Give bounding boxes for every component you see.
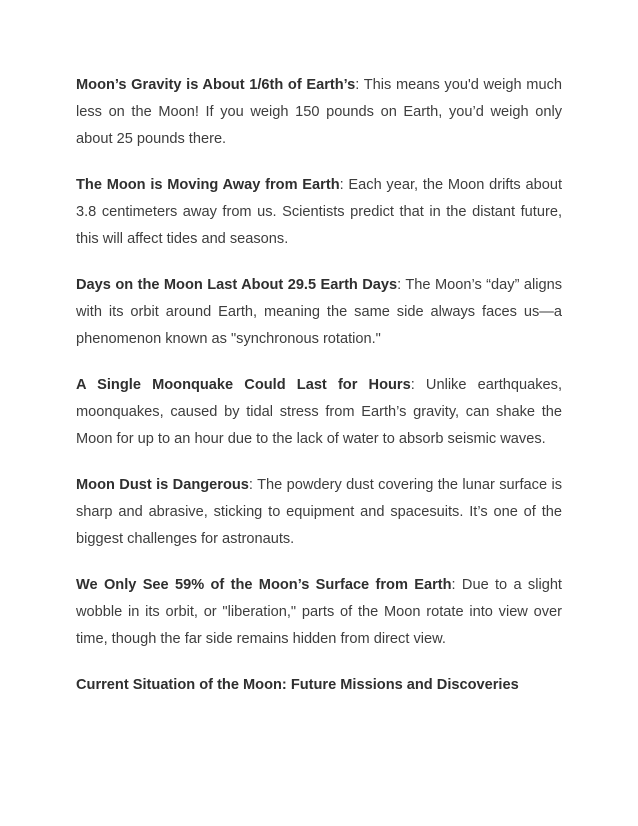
fact-paragraph-gravity bbox=[76, 72, 562, 153]
fact-title: Days on the Moon Last About 29.5 Earth Days bbox=[76, 277, 398, 293]
fact-paragraph-moving-away bbox=[76, 172, 562, 253]
fact-text: : Each year, the Moon drifts about 3.8 centimeters away from us. Scientists predict that in the distant future, this will affect tides and seasons. bbox=[76, 177, 562, 247]
fact-title: Moon’s Gravity is About 1/6th of Earth’s bbox=[76, 77, 356, 93]
fact-text: : The powdery dust covering the lunar surface is sharp and abrasive, sticking to equipment and spacesuits. It’s one of the biggest challenges for astronauts. bbox=[76, 477, 563, 547]
fact-title: The Moon is Moving Away from Earth bbox=[76, 177, 340, 193]
fact-text: : Unlike earthquakes, moonquakes, caused by tidal stress from Earth’s gravity, can shake the Moon for up to an hour due to the lack of water to absorb seismic waves. bbox=[76, 377, 562, 447]
fact-paragraph-moonquake bbox=[76, 372, 562, 453]
fact-title: A Single Moonquake Could Last for Hours bbox=[76, 377, 411, 393]
fact-text: : This means you'd weigh much less on the Moon! If you weigh 150 pounds on Earth, you’d weigh only about 25 pounds there. bbox=[76, 77, 562, 147]
fact-paragraph-day-length bbox=[76, 272, 562, 353]
document-body bbox=[76, 72, 562, 699]
fact-paragraph-moon-dust bbox=[76, 472, 562, 553]
fact-paragraph-visible-surface bbox=[76, 572, 562, 653]
fact-title: We Only See 59% of the Moon’s Surface from Earth bbox=[76, 577, 452, 593]
fact-text: : Due to a slight wobble in its orbit, or "liberation," parts of the Moon rotate into view over time, though the far side remains hidden from direct view. bbox=[76, 577, 562, 647]
fact-title: Moon Dust is Dangerous bbox=[76, 477, 249, 493]
fact-text: : The Moon’s “day” aligns with its orbit around Earth, meaning the same side always faces us—a phenomenon known as "synchronous rotation." bbox=[76, 277, 562, 347]
section-heading: Current Situation of the Moon: Future Missions and Discoveries bbox=[76, 677, 519, 693]
